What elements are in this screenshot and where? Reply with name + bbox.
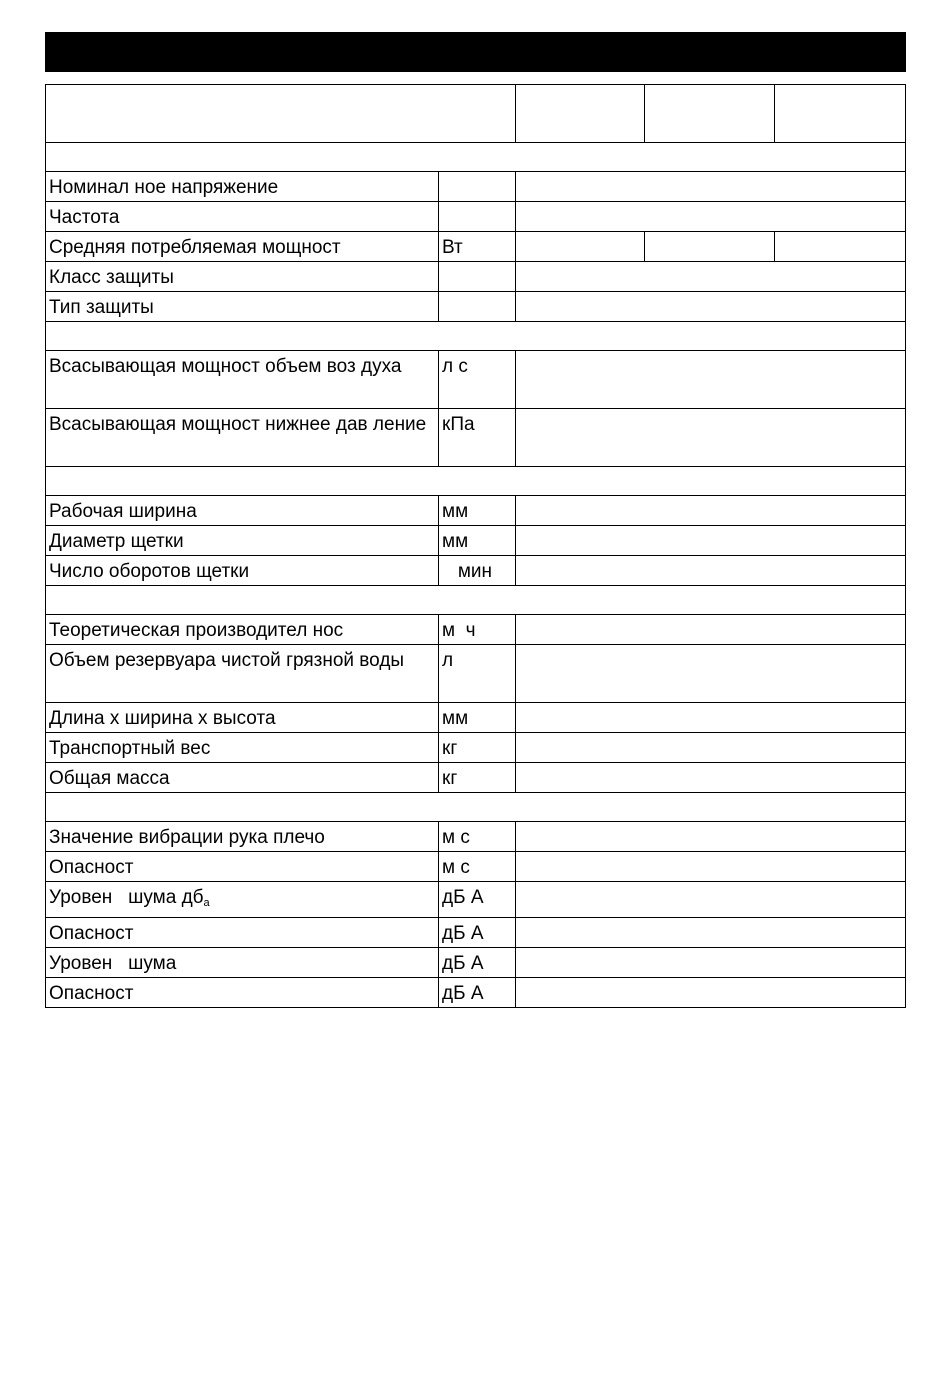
row-unit: мм <box>439 496 516 526</box>
table-row <box>46 232 906 262</box>
table-row <box>46 351 906 409</box>
row-label: Всасывающая мощност объем воз духа <box>46 351 439 409</box>
row-unit <box>439 262 516 292</box>
row-unit: мин <box>439 556 516 586</box>
row-label: Номинал ное напряжение <box>46 172 439 202</box>
row-unit: Вт <box>439 232 516 262</box>
row-label-text: Уровен шума дб <box>49 887 204 908</box>
row-label: Объем резервуара чистой грязной воды <box>46 645 439 703</box>
row-unit <box>439 292 516 322</box>
row-value <box>516 172 906 202</box>
header-cell <box>46 85 516 143</box>
table-row <box>46 645 906 703</box>
row-label: Класс защиты <box>46 262 439 292</box>
row-unit: м ч <box>439 615 516 645</box>
row-value <box>516 822 906 852</box>
header-bar <box>45 32 906 72</box>
row-unit: м с <box>439 822 516 852</box>
table-row <box>46 978 906 1008</box>
row-value <box>516 351 906 409</box>
row-unit: л с <box>439 351 516 409</box>
row-value <box>516 645 906 703</box>
table-row <box>46 526 906 556</box>
row-unit: дБ А <box>439 918 516 948</box>
row-label: Длина х ширина х высота <box>46 703 439 733</box>
row-value <box>516 852 906 882</box>
row-label: Диаметр щетки <box>46 526 439 556</box>
row-value <box>516 409 906 467</box>
section-row <box>46 322 906 351</box>
row-unit <box>439 202 516 232</box>
row-value <box>516 496 906 526</box>
table-row <box>46 822 906 852</box>
row-value <box>645 232 775 262</box>
table-row <box>46 918 906 948</box>
spec-table <box>45 84 906 1008</box>
row-value <box>516 262 906 292</box>
row-unit: дБ А <box>439 948 516 978</box>
row-unit: м с <box>439 852 516 882</box>
header-cell <box>645 85 775 143</box>
row-label: Опасност <box>46 852 439 882</box>
row-value <box>775 232 906 262</box>
table-row <box>46 733 906 763</box>
row-unit: мм <box>439 526 516 556</box>
table-row <box>46 409 906 467</box>
table-row <box>46 496 906 526</box>
row-value <box>516 615 906 645</box>
row-value <box>516 882 906 918</box>
section-cell <box>46 586 906 615</box>
table-row <box>46 202 906 232</box>
section-row <box>46 143 906 172</box>
row-value <box>516 292 906 322</box>
table-row <box>46 556 906 586</box>
section-cell <box>46 793 906 822</box>
header-cell <box>775 85 906 143</box>
row-label: Средняя потребляемая мощност <box>46 232 439 262</box>
row-value <box>516 733 906 763</box>
row-label: Уровен шума <box>46 948 439 978</box>
header-cell <box>516 85 645 143</box>
row-label: Опасност <box>46 978 439 1008</box>
row-value <box>516 703 906 733</box>
table-row <box>46 703 906 733</box>
row-unit: кг <box>439 733 516 763</box>
row-label: Значение вибрации рука плечо <box>46 822 439 852</box>
row-unit: кг <box>439 763 516 793</box>
row-label: Тип защиты <box>46 292 439 322</box>
section-row <box>46 586 906 615</box>
table-row <box>46 948 906 978</box>
row-unit: л <box>439 645 516 703</box>
table-row <box>46 852 906 882</box>
row-label <box>46 882 439 918</box>
row-label: Рабочая ширина <box>46 496 439 526</box>
table-row <box>46 763 906 793</box>
row-label: Общая масса <box>46 763 439 793</box>
table-row <box>46 262 906 292</box>
row-value <box>516 918 906 948</box>
table-row <box>46 615 906 645</box>
row-value <box>516 232 645 262</box>
table-header-row <box>46 85 906 143</box>
section-row <box>46 467 906 496</box>
row-value <box>516 978 906 1008</box>
row-label: Теоретическая производител нос <box>46 615 439 645</box>
row-value <box>516 202 906 232</box>
table-row <box>46 292 906 322</box>
row-unit: кПа <box>439 409 516 467</box>
row-label: Частота <box>46 202 439 232</box>
table-row <box>46 172 906 202</box>
row-unit: дБ А <box>439 882 516 918</box>
row-label-subscript: a <box>203 897 210 909</box>
row-value <box>516 763 906 793</box>
row-value <box>516 948 906 978</box>
row-unit: дБ А <box>439 978 516 1008</box>
section-cell <box>46 143 906 172</box>
row-value <box>516 526 906 556</box>
table-row <box>46 882 906 918</box>
row-label: Транспортный вес <box>46 733 439 763</box>
row-unit: мм <box>439 703 516 733</box>
row-label: Опасност <box>46 918 439 948</box>
row-unit <box>439 172 516 202</box>
section-cell <box>46 322 906 351</box>
row-label: Число оборотов щетки <box>46 556 439 586</box>
section-row <box>46 793 906 822</box>
section-cell <box>46 467 906 496</box>
row-label: Всасывающая мощност нижнее дав ление <box>46 409 439 467</box>
row-value <box>516 556 906 586</box>
